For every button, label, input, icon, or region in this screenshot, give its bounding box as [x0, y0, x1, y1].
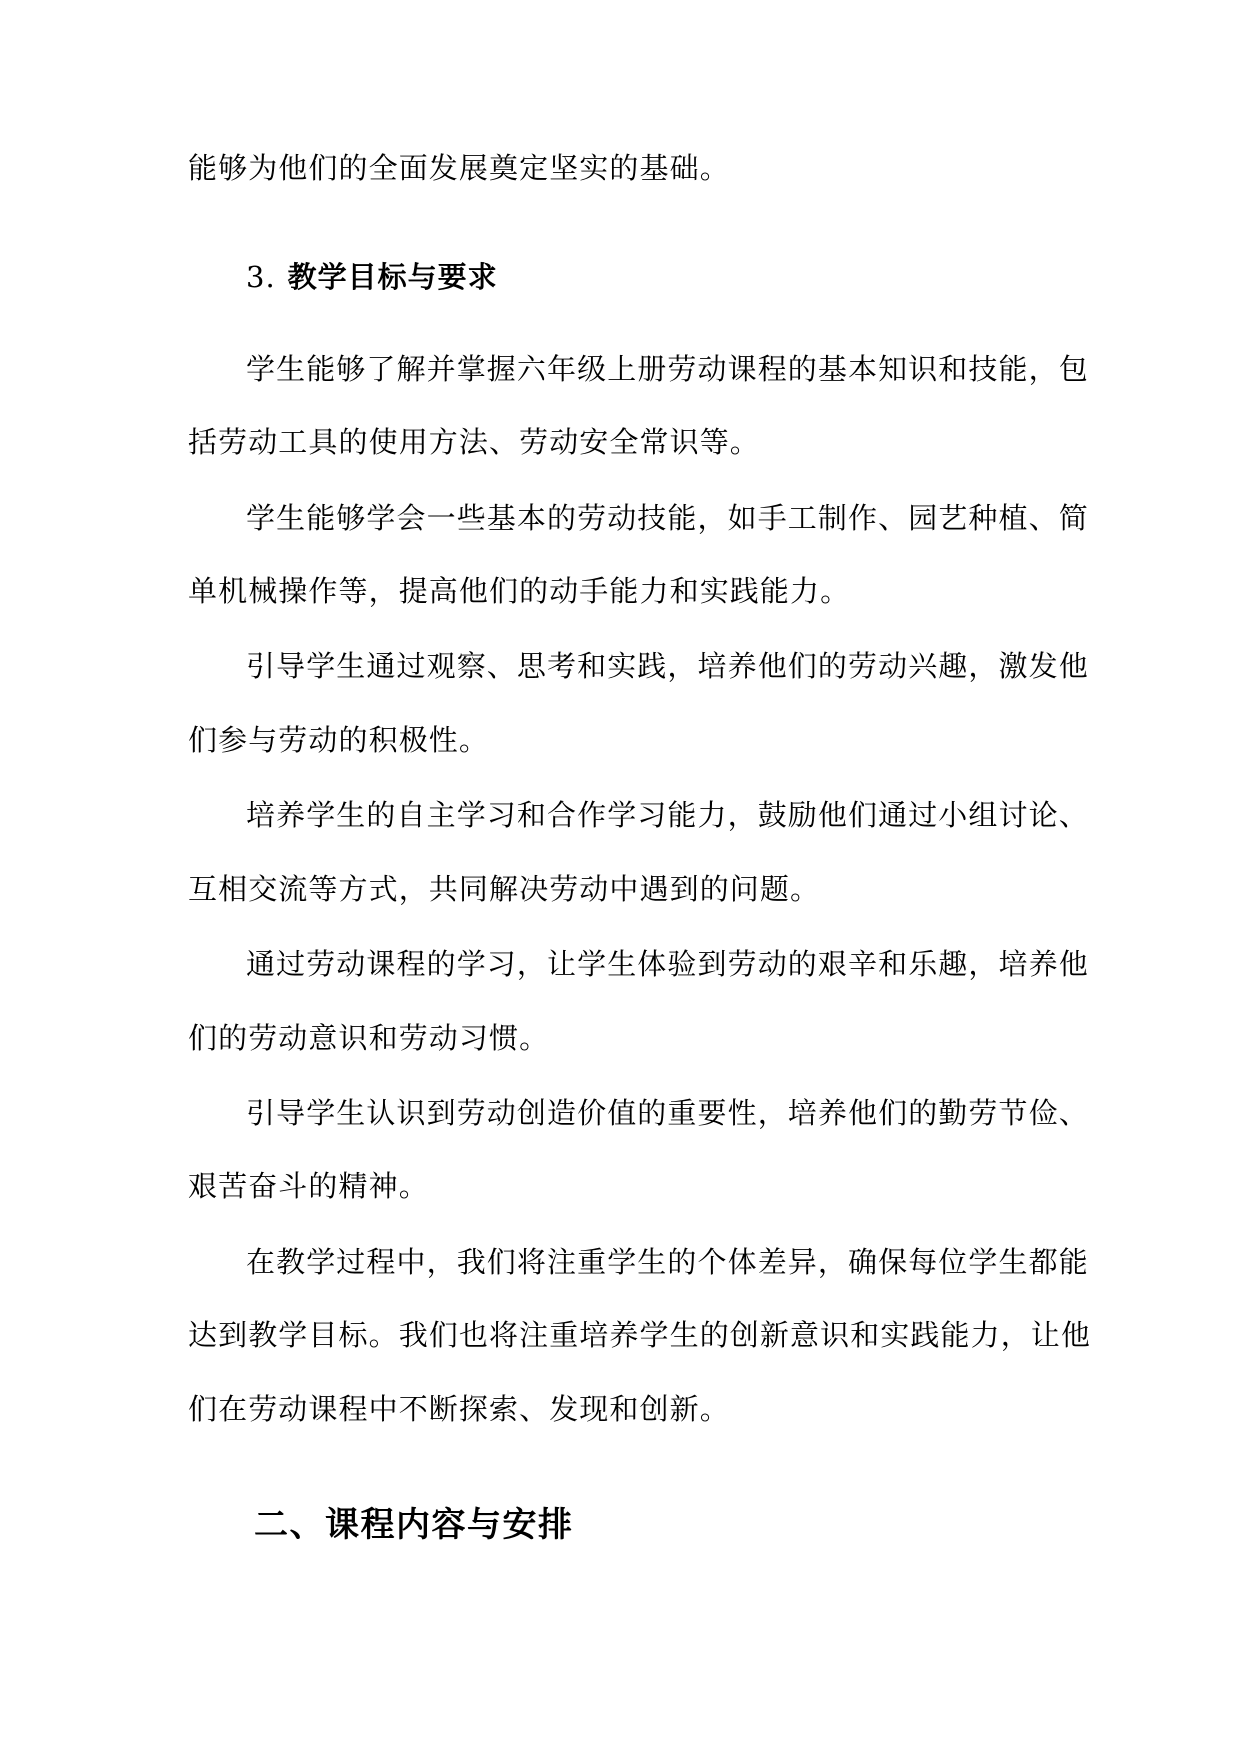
paragraph-line: 学生能够了解并掌握六年级上册劳动课程的基本知识和技能，包 — [246, 352, 1089, 386]
paragraph-line: 们参与劳动的积极性。 — [188, 723, 490, 757]
paragraph-line: 学生能够学会一些基本的劳动技能，如手工制作、园艺种植、简 — [246, 501, 1089, 535]
paragraph-line: 达到教学目标。我们也将注重培养学生的创新意识和实践能力，让他 — [188, 1318, 1092, 1352]
paragraph-line: 括劳动工具的使用方法、劳动安全常识等。 — [188, 425, 760, 459]
paragraph-line: 单机械操作等，提高他们的动手能力和实践能力。 — [188, 574, 851, 608]
paragraph-line: 们的劳动意识和劳动习惯。 — [188, 1021, 550, 1055]
paragraph-continuation: 能够为他们的全面发展奠定坚实的基础。 — [188, 151, 730, 185]
paragraph-line: 培养学生的自主学习和合作学习能力，鼓励他们通过小组讨论、 — [246, 798, 1089, 832]
section-title: 教学目标与要求 — [287, 260, 498, 294]
chapter-heading: 二、课程内容与安排 — [254, 1505, 574, 1545]
paragraph-line: 们在劳动课程中不断探索、发现和创新。 — [188, 1392, 730, 1426]
paragraph-line: 艰苦奋斗的精神。 — [188, 1169, 429, 1203]
section-number: 3. — [246, 260, 276, 294]
paragraph-line: 通过劳动课程的学习，让学生体验到劳动的艰辛和乐趣，培养他 — [246, 947, 1089, 981]
paragraph-line: 互相交流等方式，共同解决劳动中遇到的问题。 — [188, 872, 821, 906]
paragraph-line: 引导学生通过观察、思考和实践，培养他们的劳动兴趣，激发他 — [246, 649, 1089, 683]
section-heading-3 — [246, 257, 498, 297]
paragraph-line: 在教学过程中，我们将注重学生的个体差异，确保每位学生都能 — [246, 1245, 1089, 1279]
paragraph-line: 引导学生认识到劳动创造价值的重要性，培养他们的勤劳节俭、 — [246, 1096, 1089, 1130]
